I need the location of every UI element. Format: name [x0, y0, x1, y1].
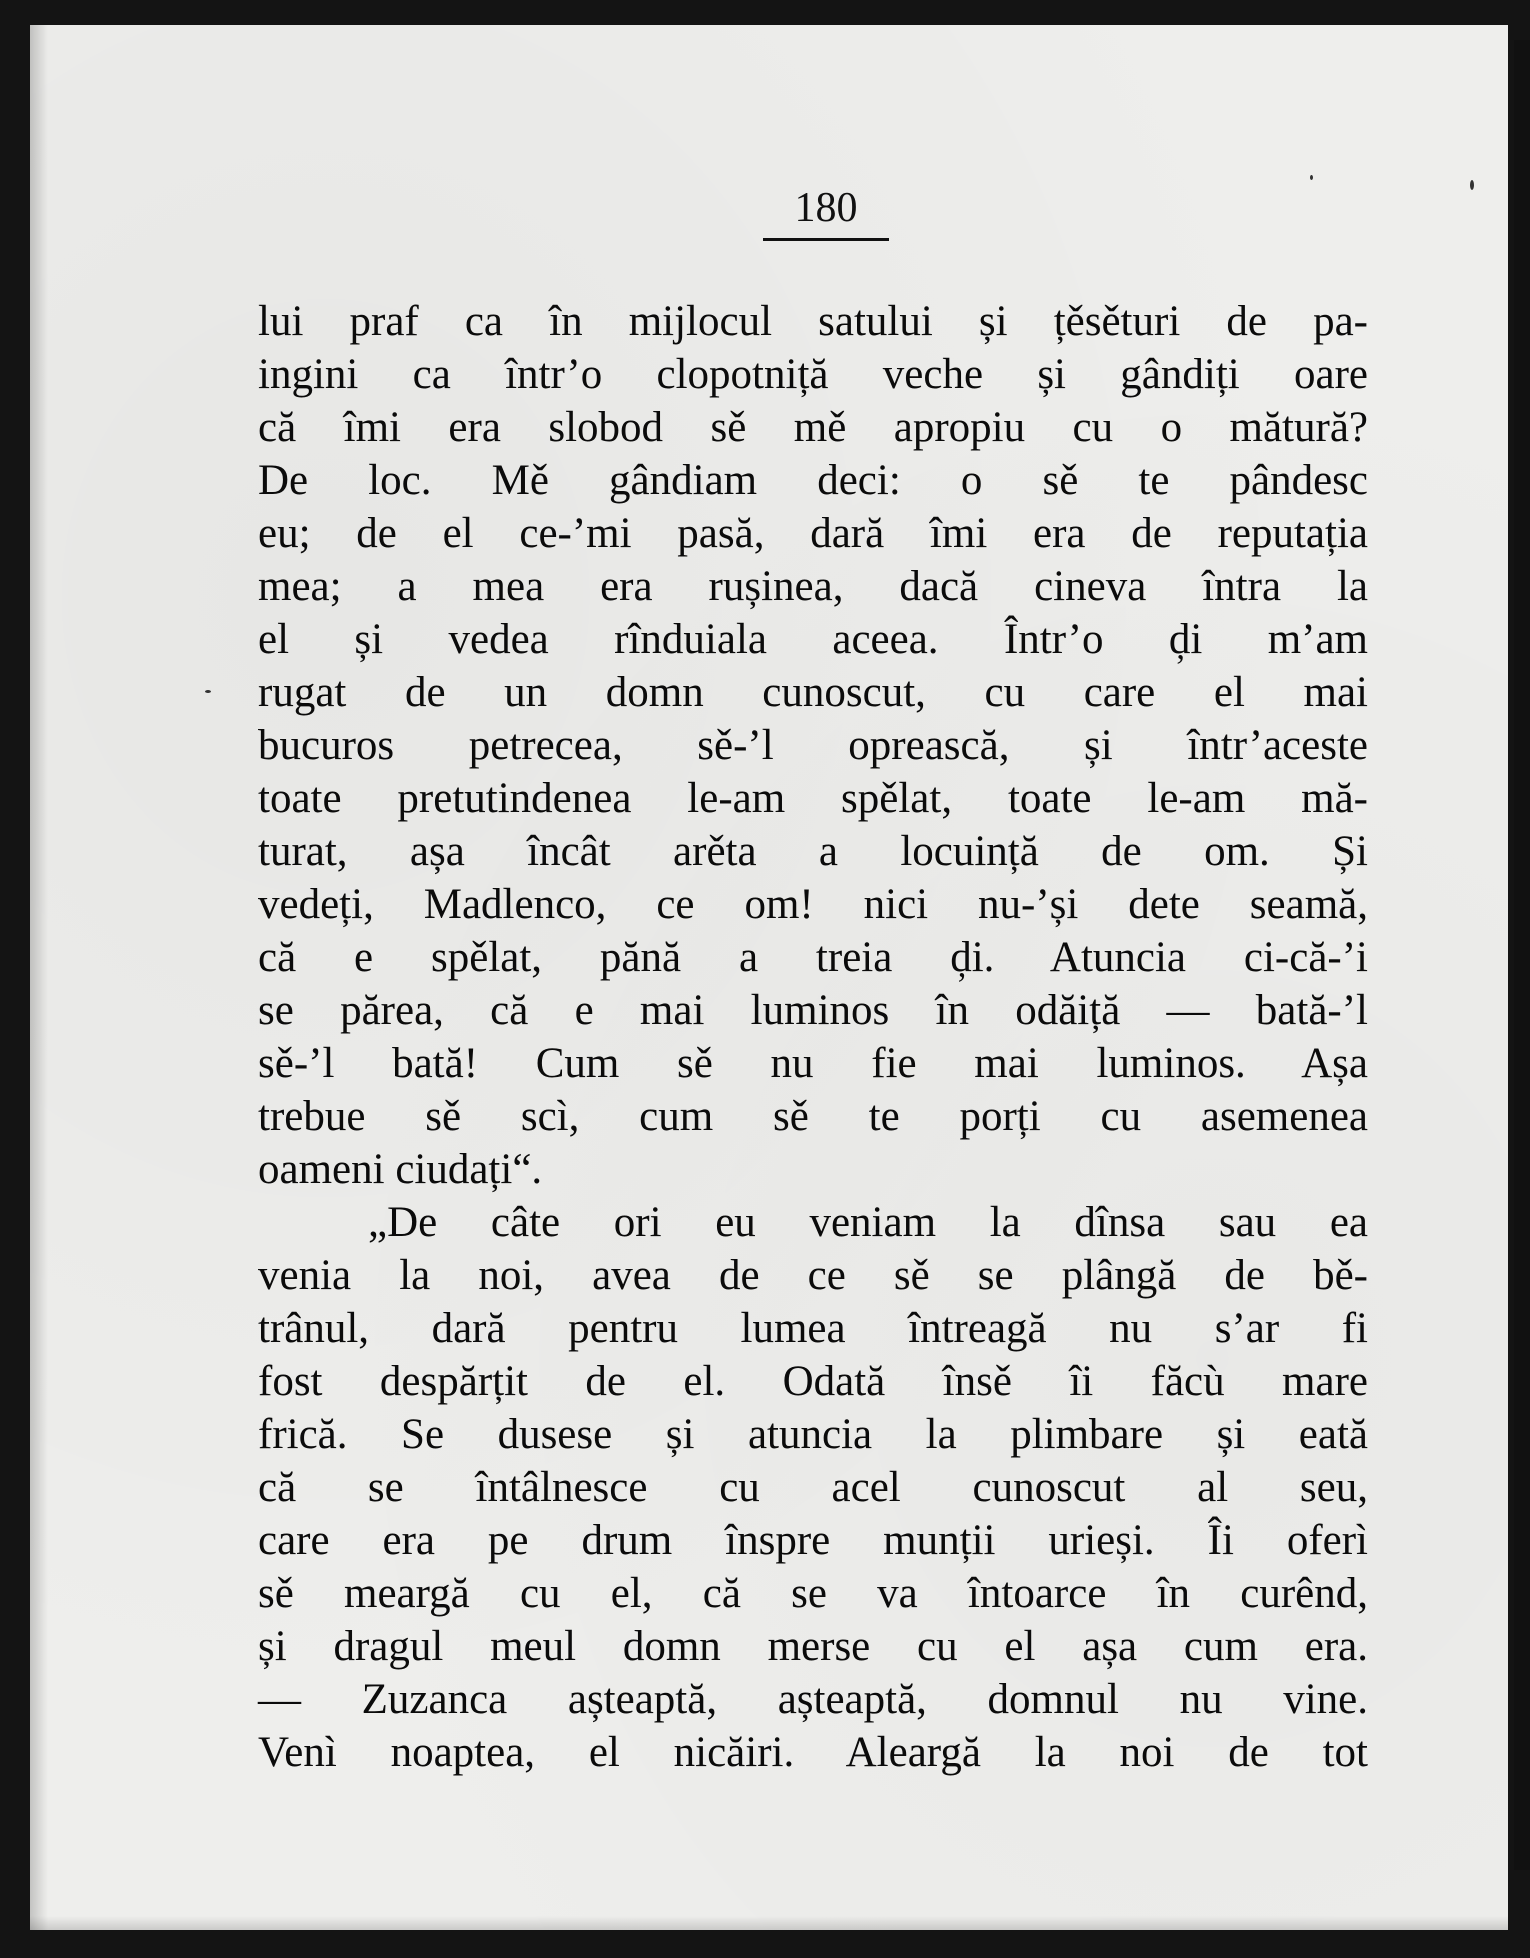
- text-line: care era pe drum înspre munții urieși. Îi oferì: [258, 1517, 1368, 1564]
- scan-speck: [1470, 180, 1474, 190]
- text-line: toate pretutindenea le-am spělat, toate le-am mă-: [258, 775, 1368, 822]
- text-line: că îmi era slobod sě mě apropiu cu o mătură?: [258, 404, 1368, 451]
- text-line: și dragul meul domn merse cu el așa cum era.: [258, 1623, 1368, 1670]
- text-line: el și vedea rînduiala aceea. Într’o ḑi m’am: [258, 616, 1368, 663]
- text-line: rugat de un domn cunoscut, cu care el mai: [258, 669, 1368, 716]
- scan-speck: [205, 690, 211, 693]
- text-line-paragraph-start: „De câte ori eu veniam la dînsa sau ea: [368, 1199, 1368, 1246]
- text-line: turat, așa încât arěta a locuință de om. Și: [258, 828, 1368, 875]
- page-number: 180: [794, 185, 858, 231]
- text-line: frică. Se dusese și atuncia la plimbare și eată: [258, 1411, 1368, 1458]
- text-line: ingini ca într’o clopotniță veche și gândiți oare: [258, 351, 1368, 398]
- text-line: eu; de el ce-’mi pasă, dară îmi era de reputația: [258, 510, 1368, 557]
- page-bottom-shadow: [30, 1916, 1508, 1930]
- text-line: că e spělat, pănă a treia ḑi. Atuncia ci-că-’i: [258, 934, 1368, 981]
- text-line: se părea, că e mai luminos în odăiță — bată-’l: [258, 987, 1368, 1034]
- text-line: sě meargă cu el, că se va întoarce în curênd,: [258, 1570, 1368, 1617]
- text-line: sě-’l bată! Cum sě nu fie mai luminos. Așa: [258, 1040, 1368, 1087]
- text-line: că se întâlnesce cu acel cunoscut al seu,: [258, 1464, 1368, 1511]
- page-edge-shadow: [30, 25, 48, 1930]
- text-line: vedeți, Madlenco, ce om! nici nu-’și dete seamă,: [258, 881, 1368, 928]
- text-line: fost despărțit de el. Odată însě îi făcù mare: [258, 1358, 1368, 1405]
- text-line: bucuros petrecea, sě-’l oprească, și într’aceste: [258, 722, 1368, 769]
- text-line: Venì noaptea, el nicăiri. Aleargă la noi de tot: [258, 1729, 1368, 1776]
- body-text: [258, 295, 1368, 1779]
- text-line-paragraph-end: oameni ciudați“.: [258, 1146, 543, 1193]
- text-line: — Zuzanca așteaptă, așteaptă, domnul nu vine.: [258, 1676, 1368, 1723]
- text-line: De loc. Mě gândiam deci: o sě te pândesc: [258, 457, 1368, 504]
- page-right-edge-shadow: [1514, 40, 1530, 1870]
- text-line: trânul, dară pentru lumea întreagă nu s’ar fi: [258, 1305, 1368, 1352]
- scan-speck: [1310, 175, 1313, 180]
- page-number-rule: [763, 238, 889, 241]
- text-line: venia la noi, avea de ce sě se plângă de bě-: [258, 1252, 1368, 1299]
- text-line: trebue sě scì, cum sě te porți cu asemenea: [258, 1093, 1368, 1140]
- text-line: lui praf ca în mijlocul satului și țěsěturi de pa-: [258, 298, 1368, 345]
- text-line: mea; a mea era rușinea, dacă cineva întra la: [258, 563, 1368, 610]
